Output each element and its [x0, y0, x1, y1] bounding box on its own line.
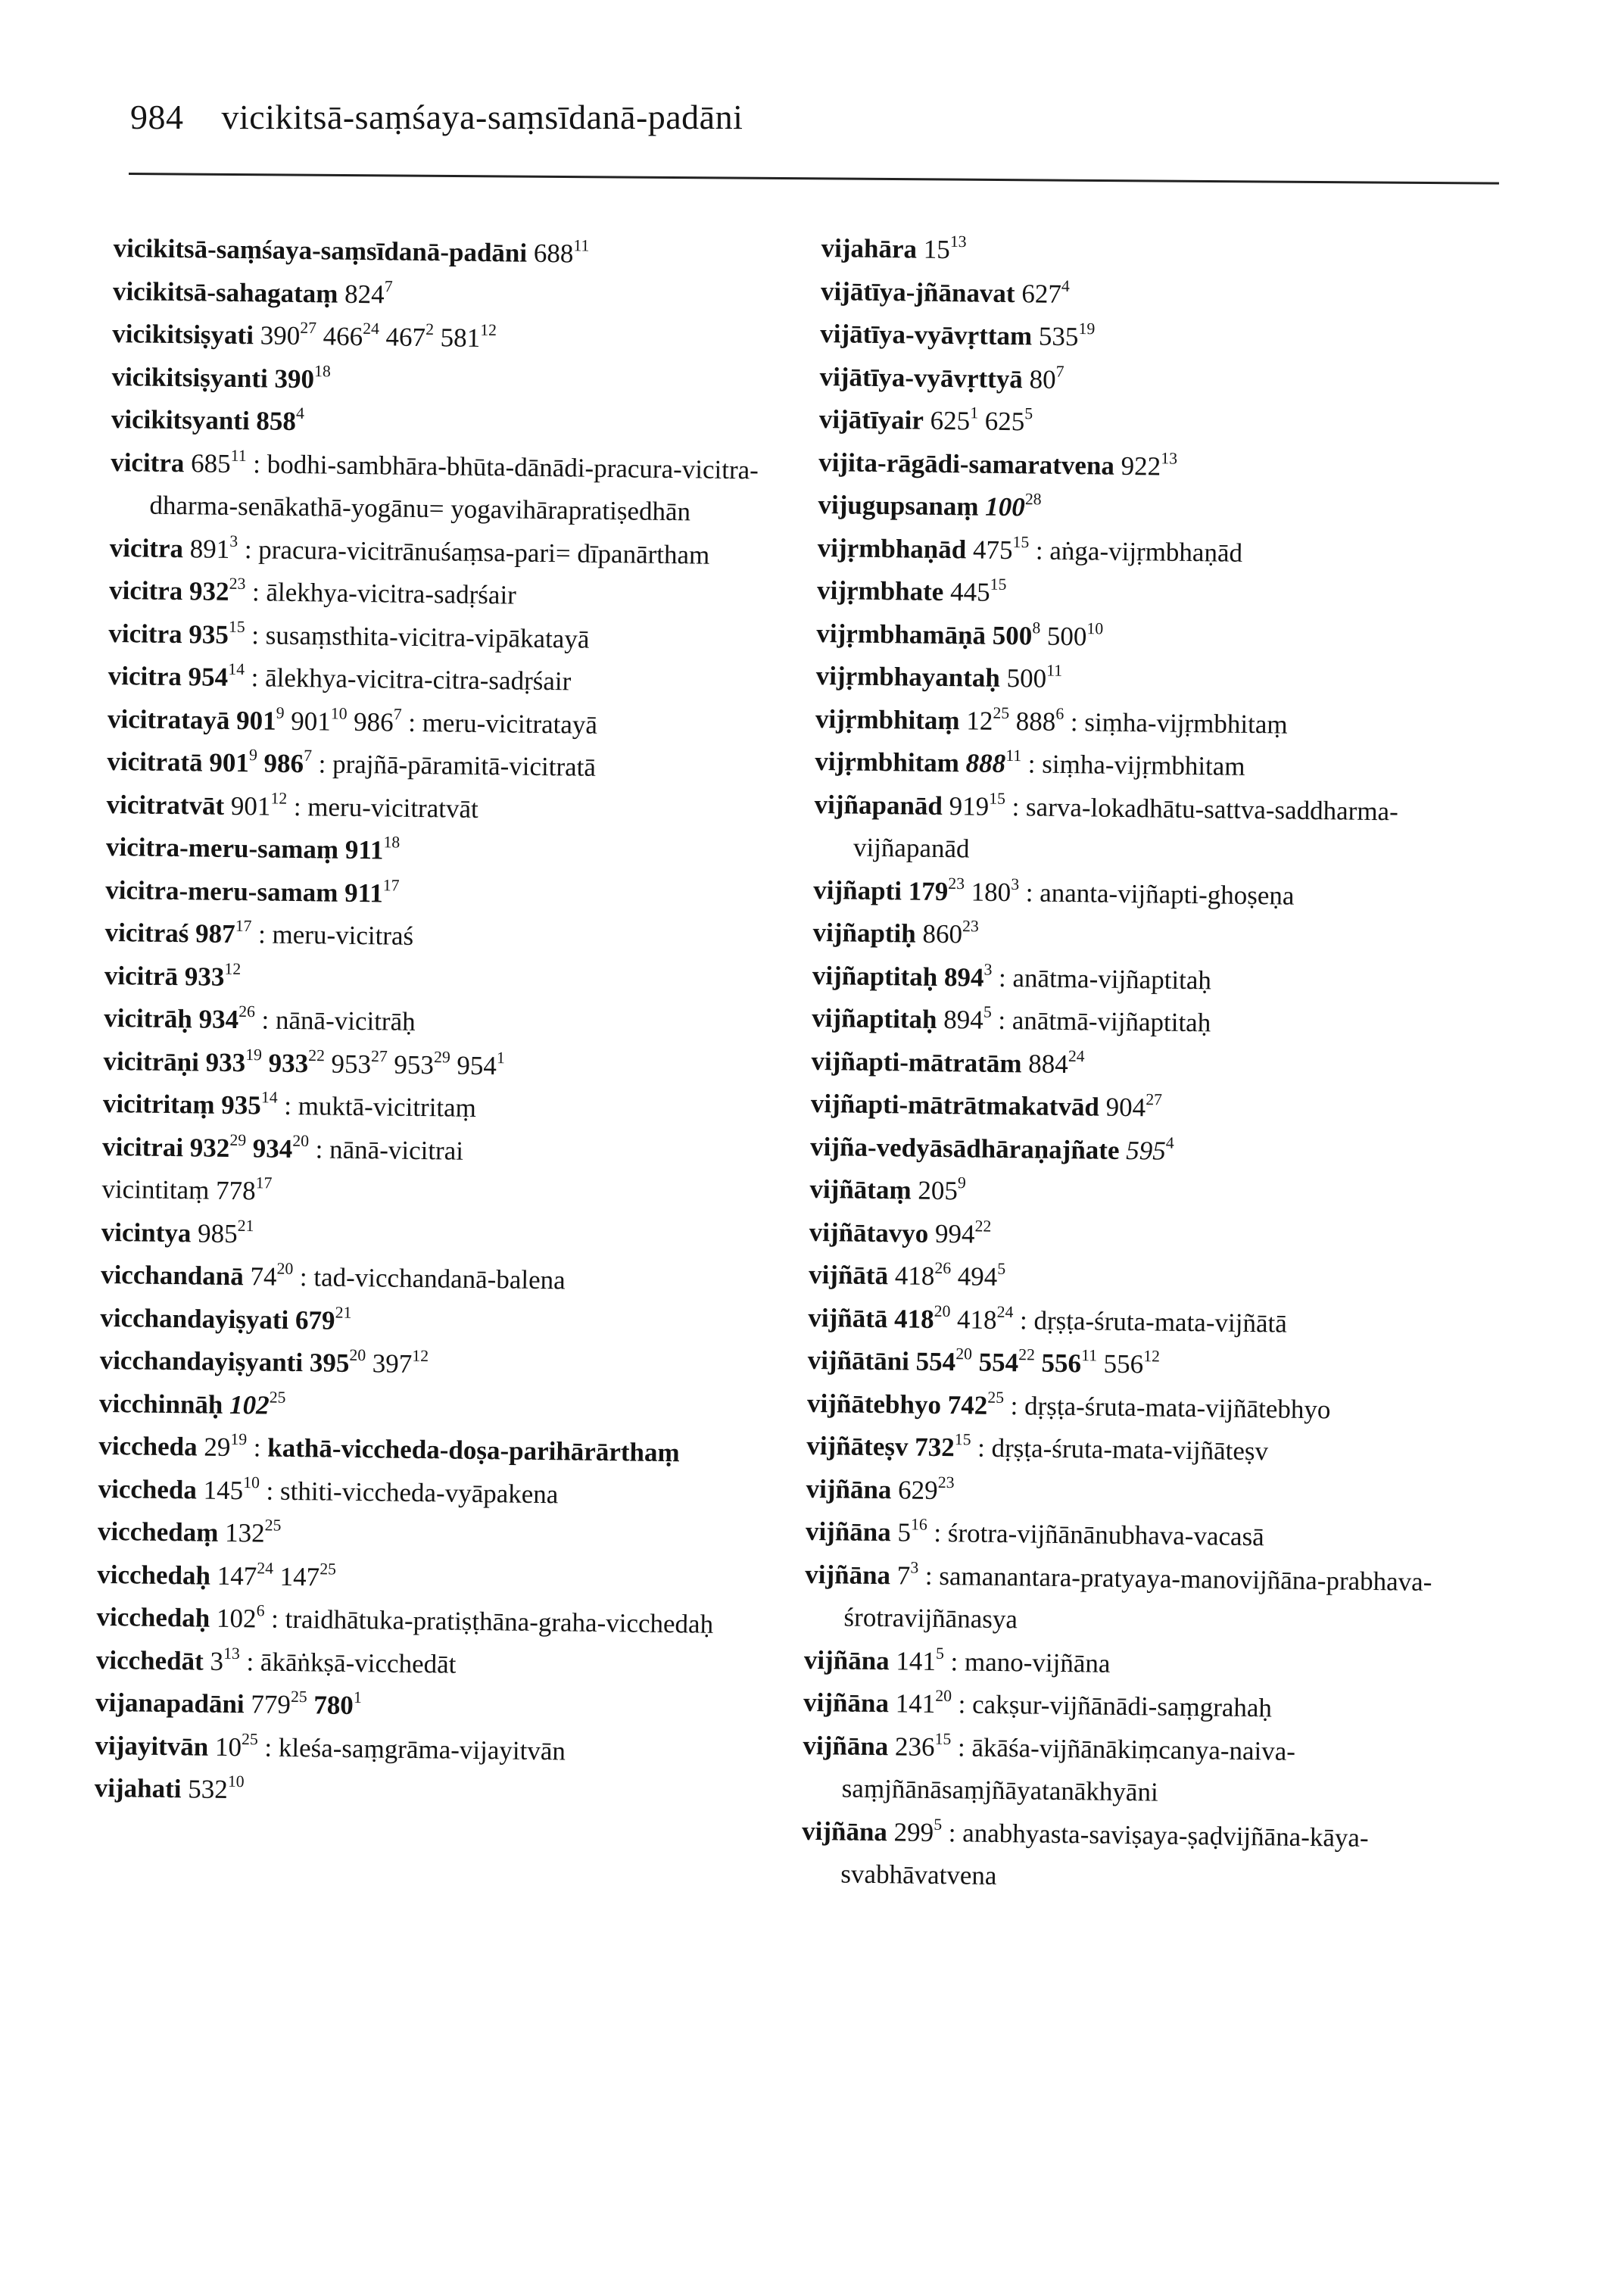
entry-headword: vijahati	[94, 1772, 182, 1804]
index-entry	[817, 569, 1484, 620]
entry-references: $985^{21}$	[197, 1216, 254, 1248]
entry-references: $500^8$ $500^{10}$	[992, 618, 1104, 651]
entry-references: $934^{26}$ : nānā-vicitrāḥ	[198, 1002, 416, 1036]
entry-references: $500^{11}$	[1006, 661, 1063, 693]
index-entry	[95, 1682, 762, 1732]
index-entry	[812, 912, 1479, 962]
entry-references: $205^9$	[918, 1173, 966, 1206]
index-entry	[110, 441, 777, 535]
entry-headword: vijñapanād	[814, 789, 943, 821]
index-entry	[812, 997, 1479, 1048]
index-entry	[104, 997, 771, 1048]
entry-references: $627^4$	[1021, 276, 1070, 309]
index-entry	[112, 313, 779, 363]
index-entry	[806, 1425, 1473, 1476]
entry-headword: vijanapadāni	[95, 1687, 245, 1719]
entry-references: $935^{15}$ : susaṃsthita-vicitra-vipākatayā	[189, 617, 590, 654]
entry-headword: vicchandanā	[100, 1259, 244, 1292]
entry-headword: vijñātebhyo	[806, 1388, 942, 1420]
entry-references: $901^{12}$ : meru-vicitratvāt	[230, 788, 479, 824]
entry-headword: vicitra	[108, 575, 183, 606]
entry-headword: vijita-rāgādi-samaratvena	[818, 447, 1115, 481]
entry-headword: vijṛmbhitaṃ	[815, 703, 960, 735]
entry-headword: vijṛmbhaṇād	[817, 532, 967, 564]
entry-headword: vicitratā	[107, 746, 203, 778]
index-entry	[98, 1425, 765, 1476]
entry-references: $236^{15}$ : ākāśa-vijñānākiṃcanya-naiva-saṃjñānāsaṃjñāyatanākhyāni	[841, 1729, 1296, 1807]
entry-headword: vijugupsanaṃ	[818, 489, 979, 522]
entry-references: $100^{28}$	[985, 490, 1042, 522]
entry-references: $141^5$ : mano-vijñāna	[896, 1644, 1111, 1678]
entry-references: $132^{25}$	[224, 1516, 282, 1548]
entry-headword: vijātīyair	[818, 404, 924, 435]
index-entry	[809, 1168, 1476, 1219]
entry-references: $894^5$ : anātmā-vijñaptitaḥ	[943, 1002, 1211, 1038]
entry-headword: vijṛmbhate	[816, 575, 944, 607]
entry-references: $532^{10}$	[188, 1772, 245, 1804]
entry-references: $994^{22}$	[934, 1216, 992, 1249]
entry-headword: vijñāna	[806, 1473, 892, 1504]
index-entry	[819, 398, 1486, 449]
entry-references: $625^1$ $625^5$	[930, 404, 1033, 437]
entry-headword: vicitra-meru-samaṃ	[105, 831, 339, 865]
entry-references: $390^{18}$	[274, 361, 331, 394]
entry-headword: vicikitsiṣyanti	[111, 361, 268, 394]
entry-headword: vicitrāḥ	[104, 1002, 193, 1034]
entry-references: $12^{25}$ $888^6$ : siṃha-vijṛmbhitaṃ	[966, 703, 1288, 740]
entry-headword: vicitra	[110, 447, 185, 478]
index-entry	[807, 1339, 1474, 1390]
entry-headword: vijātīya-vyāvṛttam	[820, 318, 1033, 351]
index-entry	[821, 227, 1488, 278]
entry-references: $679^{21}$	[295, 1302, 352, 1336]
entry-headword: vijñāna	[803, 1644, 890, 1675]
entry-references: $74^{20}$ : tad-vicchandanā-balena	[250, 1259, 566, 1295]
index-entry	[809, 1254, 1476, 1304]
entry-headword: vicchandayiṣyati	[100, 1302, 289, 1335]
page-number: 984	[130, 98, 184, 136]
entry-headword: vicchedāt	[95, 1644, 204, 1676]
entry-references: $395^{20}$ $397^{12}$	[309, 1345, 429, 1379]
right-column	[801, 227, 1488, 1903]
entry-references: $15^{13}$	[923, 232, 967, 265]
entry-references: $5^{16}$ : śrotra-vijñānānubhava-vacasā	[897, 1515, 1264, 1552]
entry-headword: vicikitsyanti	[111, 404, 250, 436]
entry-references: $987^{17}$ : meru-vicitraś	[195, 916, 414, 951]
entry-headword: vijñātā	[808, 1302, 888, 1333]
entry-references: $29^{19}$ : kathā-viccheda-doṣa-parihārārthaṃ	[204, 1429, 680, 1468]
index-entry	[101, 1254, 768, 1304]
entry-references: $894^3$ : anātma-vijñaptitaḥ	[943, 960, 1212, 995]
entry-references: $888^{11}$ : siṃha-vijṛmbhitam	[965, 746, 1245, 781]
entry-references: $102^6$ : traidhātuka-pratiṣṭhāna-graha-vicchedaḥ	[216, 1601, 714, 1639]
entry-headword: vijñāteṣv	[806, 1430, 909, 1462]
entry-references: $919^{15}$ : sarva-lokadhātu-sattva-saddharma-vijñapanād	[853, 789, 1399, 864]
index-entry	[108, 655, 775, 706]
entry-references: $147^{24}$ $147^{25}$	[217, 1558, 337, 1591]
entry-references: $80^7$	[1029, 362, 1064, 394]
entry-references: $901^9$ $901^{10}$ $986^7$ : meru-vicitratayā	[235, 703, 598, 740]
entry-references: $732^{15}$ : dṛṣṭa-śruta-mata-vijñāteṣv	[914, 1430, 1269, 1466]
entry-references: $911^{17}$	[344, 875, 400, 908]
index-entry	[99, 1339, 766, 1390]
index-entry	[107, 740, 774, 791]
entry-headword: vicchedaḥ	[96, 1601, 210, 1633]
index-entry	[803, 1682, 1470, 1732]
entry-headword: vicintya	[101, 1217, 192, 1248]
entry-references: $778^{17}$	[215, 1173, 273, 1206]
entry-headword: vicitra	[108, 618, 182, 649]
entry-references: $554^{20}$ $554^{22}$ $556^{11}$ $556^{12}$	[915, 1345, 1161, 1379]
entry-references: $445^{15}$	[949, 575, 1007, 607]
entry-headword: vijātīya-vyāvṛttyā	[819, 361, 1024, 394]
left-column	[94, 227, 779, 1818]
index-entry	[109, 569, 776, 620]
entry-headword: vicchinnāḥ	[98, 1388, 223, 1420]
entry-headword: vijñātāni	[807, 1345, 910, 1376]
index-entry	[802, 1724, 1469, 1818]
entry-references: $742^{25}$ : dṛṣṭa-śruta-mata-vijñātebhyo	[947, 1388, 1331, 1424]
entry-headword: vijña-vedyāsādhāraṇajñate	[809, 1131, 1120, 1165]
header-rule	[129, 173, 1499, 185]
entry-headword: vijñāna	[805, 1516, 891, 1548]
entry-references: $3^{13}$ : ākāṅkṣā-vicchedāt	[210, 1644, 457, 1679]
entry-references: $390^{27}$ $466^{24}$ $467^2$ $581^{12}$	[260, 318, 497, 353]
entry-headword: vicchedaḥ	[97, 1559, 211, 1591]
entry-headword: vijñaptitaḥ	[812, 1002, 937, 1034]
entry-references: $954^{14}$ : ālekhya-vicitra-citra-sadṛśair	[188, 659, 572, 697]
entry-headword: vijṛmbhitam	[815, 746, 960, 778]
entry-headword: vicitratayā	[107, 703, 230, 735]
entry-headword: vijṛmbhayantaḥ	[815, 660, 1001, 693]
entry-references: $891^3$ : pracura-vicitrānuśaṃsa-pari= dīpanārtham	[189, 531, 710, 570]
entry-references: $685^{11}$ : bodhi-sambhāra-bhūta-dānādi-pracura-vicitra-dharma-senākathā-yogānu= yogavihārapratiṣedhān	[149, 446, 759, 527]
index-entry	[111, 398, 778, 449]
index-entry	[806, 1510, 1473, 1561]
entry-references: $779^{25}$ $780^1$	[251, 1687, 362, 1721]
index-entry	[103, 1083, 770, 1133]
entry-headword: vicitra-meru-samam	[105, 874, 338, 908]
index-entry	[104, 912, 771, 962]
entry-headword: vijñātā	[808, 1259, 889, 1291]
entry-references: $145^{10}$ : sthiti-viccheda-vyāpakena	[203, 1473, 559, 1509]
entry-headword: vijñāna	[803, 1730, 889, 1761]
entry-headword: vicitratvāt	[106, 789, 225, 821]
entry-headword: vicitrai	[101, 1131, 184, 1162]
entry-headword: vijñapti-mātratām	[811, 1046, 1022, 1078]
entry-references: $932^{29}$ $934^{20}$ : nānā-vicitrai	[189, 1130, 464, 1166]
entry-references: $629^{23}$	[897, 1473, 955, 1505]
entry-references: $595^4$	[1126, 1133, 1174, 1166]
index-entry	[811, 1083, 1478, 1133]
entry-references: $141^{20}$ : cakṣur-vijñānādi-saṃgrahaḥ	[895, 1686, 1273, 1723]
entry-references: $904^{27}$	[1105, 1090, 1163, 1123]
index-entry	[818, 484, 1485, 535]
entry-references: $860^{23}$	[922, 917, 979, 949]
entry-headword: vijñapti	[813, 874, 902, 905]
entry-headword: vijñāna	[803, 1687, 890, 1719]
entry-references: $299^5$ : anabhyasta-saviṣaya-ṣaḍvijñāna-kāya-svabhāvatvena	[840, 1815, 1369, 1890]
entry-headword: vijṛmbhamāṇā	[816, 618, 987, 650]
entry-references: $7^3$ : samanantara-pratyaya-manovijñāna-prabhava-śrotravijñānasya	[843, 1557, 1432, 1635]
entry-headword: vicikitsiṣyati	[112, 318, 254, 351]
entry-references: $932^{23}$ : ālekhya-vicitra-sadṛśair	[189, 574, 517, 610]
entry-headword: vicintitaṃ	[101, 1173, 210, 1205]
entry-headword: vicikitsā-sahagataṃ	[112, 276, 338, 309]
entry-references: $858^4$	[256, 404, 305, 436]
entry-headword: vicitra	[109, 532, 184, 563]
entry-headword: vijñāna	[801, 1816, 888, 1847]
entry-references: $901^9$ $986^7$ : prajñā-pāramitā-vicitratā	[209, 746, 597, 782]
entry-references: $179^{23}$ $180^3$ : ananta-vijñapti-ghoṣeṇa	[908, 874, 1295, 911]
index-entry	[814, 783, 1481, 877]
index-entry	[815, 655, 1482, 706]
index-entry	[96, 1596, 763, 1647]
entry-references: $475^{15}$ : aṅga-vijṛmbhaṇād	[972, 532, 1243, 568]
entry-references: $10^{25}$ : kleśa-saṃgrāma-vijayitvān	[214, 1729, 566, 1766]
index-entry	[101, 1168, 768, 1219]
entry-headword: vijñaptitaḥ	[812, 960, 938, 992]
entry-headword: vicitrāṇi	[103, 1046, 200, 1077]
entry-headword: viccheda	[98, 1430, 198, 1462]
index-entry	[801, 1809, 1468, 1903]
entry-references: $102^{25}$	[229, 1387, 286, 1420]
entry-references: $418^{20}$ $418^{24}$ : dṛṣṭa-śruta-mata-vijñātā	[893, 1301, 1288, 1339]
index-entry	[106, 826, 773, 877]
entry-headword: vijñapti-mātrātmakatvād	[810, 1088, 1100, 1122]
entry-references: $933^{12}$	[184, 959, 242, 992]
entry-references: $824^7$	[344, 276, 393, 309]
entry-references: $935^{14}$ : muktā-vicitritaṃ	[221, 1088, 477, 1123]
entry-headword: vijātīya-jñānavat	[820, 276, 1015, 308]
entry-headword: vicitritaṃ	[102, 1088, 215, 1120]
entry-headword: vijñātaṃ	[809, 1173, 912, 1205]
entry-headword: vijñātavyo	[809, 1217, 929, 1248]
index-entry	[113, 227, 780, 278]
index-entry	[815, 740, 1482, 791]
entry-headword: viccheda	[98, 1473, 198, 1504]
entry-references: $535^{19}$	[1038, 319, 1096, 352]
entry-headword: vicikitsā-saṃśaya-saṃsīdanā-padāni	[113, 232, 528, 268]
index-entry	[98, 1510, 765, 1561]
index-entry	[804, 1553, 1471, 1647]
entry-headword: vijayitvān	[95, 1730, 209, 1762]
entry-references: $911^{18}$	[344, 833, 401, 865]
entry-headword: vijahāra	[821, 232, 918, 264]
entry-headword: vicitra	[108, 660, 182, 692]
entry-headword: vicitrā	[104, 960, 179, 991]
entry-headword: vijñāna	[805, 1559, 891, 1590]
index-entry	[820, 313, 1487, 363]
entry-headword: vicchandayiṣyanti	[99, 1345, 304, 1378]
running-title: vicikitsā-saṃśaya-saṃsīdanā-padāni	[221, 98, 743, 136]
entry-headword: vicchedaṃ	[97, 1516, 219, 1548]
entry-headword: vijñaptiḥ	[812, 917, 917, 949]
index-entry	[94, 1767, 761, 1818]
entry-references: $688^{11}$	[533, 236, 590, 269]
running-header	[130, 97, 743, 137]
entry-references: $884^{24}$	[1028, 1046, 1085, 1079]
entry-references: $418^{26}$ $494^5$	[894, 1258, 1006, 1292]
entry-references: $922^{13}$	[1121, 448, 1178, 481]
entry-references: $933^{19}$ $933^{22}$ $953^{27}$ $953^{29}$ $954^1$	[205, 1045, 506, 1080]
entry-headword: vicitraś	[104, 917, 189, 949]
